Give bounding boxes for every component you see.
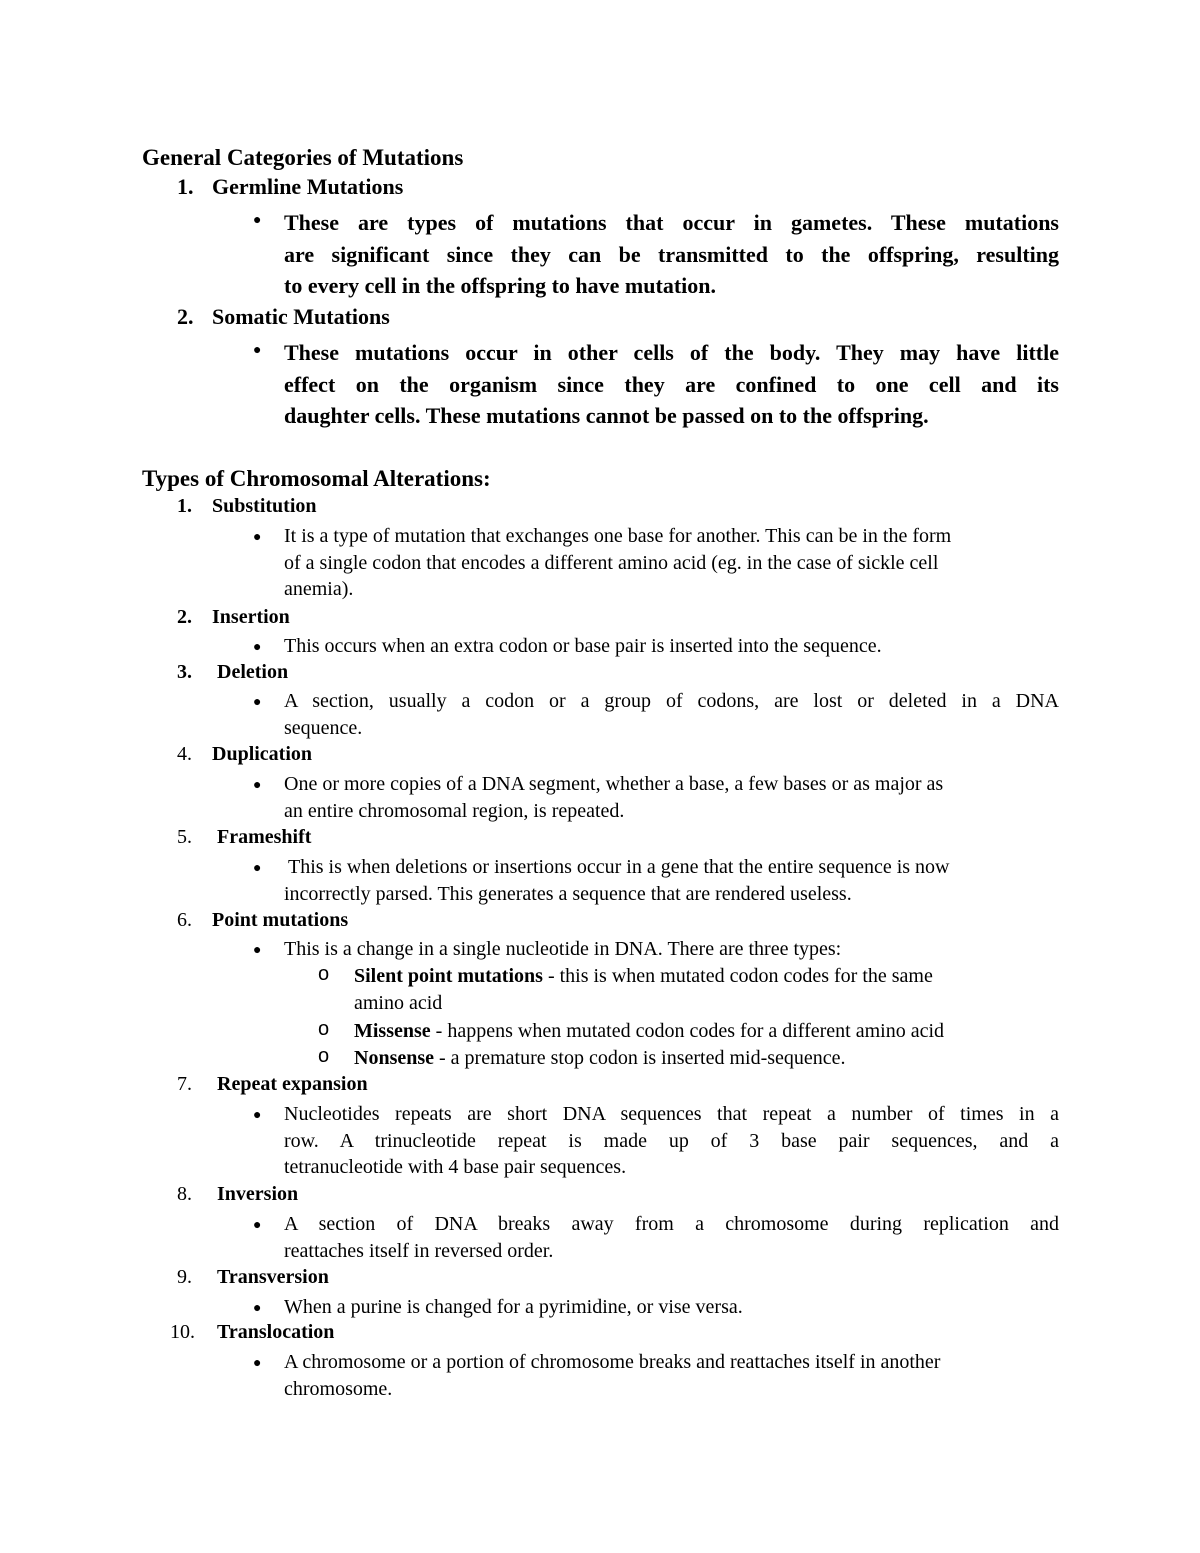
item-title-repeat-expansion: Repeat expansion bbox=[217, 1073, 368, 1095]
sub-bullet-icon: o bbox=[318, 1045, 330, 1067]
bullet-icon: ● bbox=[253, 1108, 262, 1123]
item-body-insertion bbox=[284, 633, 1059, 660]
text-line: reattaches itself in reversed order. bbox=[284, 1239, 554, 1262]
list-number: 1. bbox=[177, 495, 192, 517]
text-line: row. A trinucleotide repeat is made up of 3 base pair sequences, and a bbox=[284, 1129, 1059, 1152]
item-title-inversion: Inversion bbox=[217, 1183, 299, 1205]
list-number: 8. bbox=[177, 1183, 192, 1205]
text-line: These mutations occur in other cells of the body. They may have little bbox=[284, 340, 1059, 365]
text-line: amino acid bbox=[354, 991, 443, 1014]
subitem-text: - happens when mutated codon codes for a different amino acid bbox=[430, 1020, 945, 1042]
item-body-repeat-expansion bbox=[284, 1101, 1059, 1181]
item-body-duplication bbox=[284, 771, 1059, 824]
text-line: Nucleotides repeats are short DNA sequences that repeat a number of times in a bbox=[284, 1103, 1059, 1125]
item-body-transversion bbox=[284, 1294, 1059, 1321]
item-title-point-mutations: Point mutations bbox=[212, 909, 349, 931]
bullet-icon: ● bbox=[253, 1218, 262, 1233]
bullet-icon: ● bbox=[253, 530, 262, 545]
text-line: This is when deletions or insertions occur in a gene that the entire sequence is now bbox=[288, 856, 950, 878]
bullet-icon: ● bbox=[253, 695, 262, 710]
bullet-icon: ● bbox=[253, 640, 262, 655]
bullet-icon: ● bbox=[253, 861, 262, 876]
text-line: When a purine is changed for a pyrimidine, or vise versa. bbox=[284, 1296, 743, 1318]
text-line: tetranucleotide with 4 base pair sequences. bbox=[284, 1156, 627, 1179]
bullet-icon: ● bbox=[253, 343, 262, 358]
item-title-deletion: Deletion bbox=[217, 661, 289, 683]
item-body-germline bbox=[284, 207, 1059, 302]
list-number: 6. bbox=[177, 909, 192, 931]
item-title-somatic: Somatic Mutations bbox=[212, 304, 390, 329]
text-line: sequence. bbox=[284, 716, 363, 739]
text-line: One or more copies of a DNA segment, whether a base, a few bases or as major as bbox=[284, 773, 944, 795]
text-line: A section of DNA breaks away from a chromosome during replication and bbox=[284, 1213, 1059, 1235]
subitem-text: - a premature stop codon is inserted mid-sequence. bbox=[434, 1047, 846, 1069]
text-line: are significant since they can be transmitted to the offspring, resulting bbox=[284, 241, 1059, 267]
list-number: 10. bbox=[170, 1321, 195, 1343]
item-title-substitution: Substitution bbox=[212, 495, 317, 517]
item-body-point-mutations bbox=[284, 936, 1059, 963]
item-title-duplication: Duplication bbox=[212, 743, 313, 765]
list-number: 3. bbox=[177, 661, 192, 683]
text-line: It is a type of mutation that exchanges one base for another. This can be in the form bbox=[284, 525, 952, 547]
section-heading: Types of Chromosomal Alterations: bbox=[142, 466, 491, 491]
section-heading: General Categories of Mutations bbox=[142, 145, 464, 170]
item-title-insertion: Insertion bbox=[212, 606, 290, 628]
text-line: daughter cells. These mutations cannot be passed on to the offspring. bbox=[284, 403, 929, 428]
item-body-substitution bbox=[284, 523, 1059, 603]
text-line: This is a change in a single nucleotide in DNA. There are three types: bbox=[284, 938, 842, 960]
list-number: 2. bbox=[177, 304, 194, 329]
text-line: to every cell in the offspring to have mutation. bbox=[284, 273, 716, 298]
text-line: incorrectly parsed. This generates a sequence that are rendered useless. bbox=[284, 882, 852, 905]
subitem-silent bbox=[354, 963, 1059, 1016]
bullet-icon: ● bbox=[253, 778, 262, 793]
list-number: 1. bbox=[177, 174, 194, 199]
list-number: 5. bbox=[177, 826, 192, 848]
text-line: effect on the organism since they are confined to one cell and its bbox=[284, 371, 1059, 397]
list-number: 9. bbox=[177, 1266, 192, 1288]
item-body-somatic bbox=[284, 337, 1059, 432]
item-body-translocation bbox=[284, 1349, 1059, 1402]
text-line: anemia). bbox=[284, 578, 354, 601]
list-number: 7. bbox=[177, 1073, 192, 1095]
item-body-inversion bbox=[284, 1211, 1059, 1264]
text-line: A section, usually a codon or a group of codons, are lost or deleted in a DNA bbox=[284, 690, 1059, 712]
item-title-translocation: Translocation bbox=[217, 1321, 335, 1343]
text-line: A chromosome or a portion of chromosome breaks and reattaches itself in another bbox=[284, 1351, 941, 1373]
sub-bullet-icon: o bbox=[318, 963, 330, 985]
text-line: These are types of mutations that occur in gametes. These mutations bbox=[284, 210, 1059, 235]
text-line: chromosome. bbox=[284, 1377, 393, 1400]
bullet-icon: ● bbox=[253, 943, 262, 958]
subitem-term: Nonsense bbox=[354, 1047, 435, 1069]
subitem-nonsense bbox=[354, 1045, 1059, 1072]
subitem-term: Missense bbox=[354, 1020, 431, 1042]
bullet-icon: ● bbox=[253, 213, 262, 228]
sub-bullet-icon: o bbox=[318, 1018, 330, 1040]
bullet-icon: ● bbox=[253, 1356, 262, 1371]
text-line: an entire chromosomal region, is repeated. bbox=[284, 799, 625, 822]
bullet-icon: ● bbox=[253, 1301, 262, 1316]
item-title-transversion: Transversion bbox=[217, 1266, 329, 1288]
text-line: This occurs when an extra codon or base pair is inserted into the sequence. bbox=[284, 635, 882, 657]
item-body-frameshift bbox=[284, 854, 1059, 907]
subitem-term: Silent point mutations bbox=[354, 965, 543, 987]
subitem-missense bbox=[354, 1018, 1059, 1045]
text-line: of a single codon that encodes a different amino acid (eg. in the case of sickle cell bbox=[284, 551, 939, 574]
item-body-deletion bbox=[284, 688, 1059, 741]
item-title-germline: Germline Mutations bbox=[212, 174, 404, 199]
subitem-text: - this is when mutated codon codes for the same bbox=[542, 965, 933, 987]
list-number: 4. bbox=[177, 743, 192, 765]
item-title-frameshift: Frameshift bbox=[217, 826, 312, 848]
list-number: 2. bbox=[177, 606, 192, 628]
